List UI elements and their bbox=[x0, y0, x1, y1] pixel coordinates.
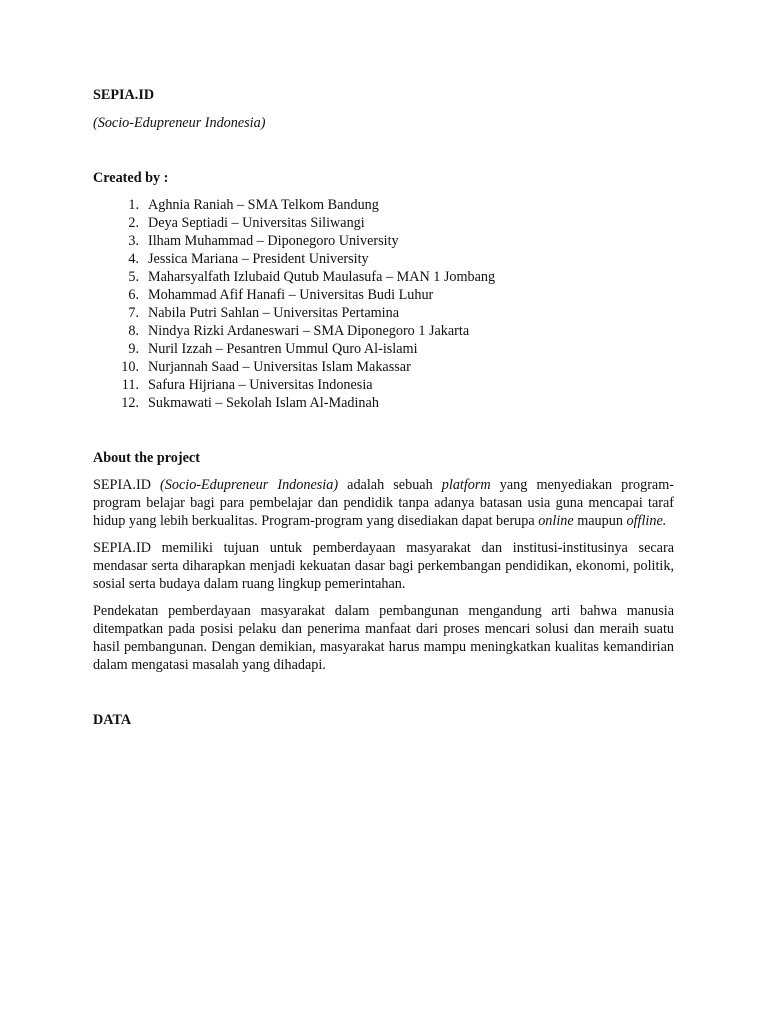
data-heading: DATA bbox=[93, 712, 132, 728]
list-item bbox=[93, 358, 674, 376]
list-number: 12. bbox=[121, 395, 139, 411]
list-text: Nabila Putri Sahlan – Universitas Pertamina bbox=[148, 305, 399, 321]
list-number: 2. bbox=[128, 215, 139, 231]
list-number: 1. bbox=[128, 197, 139, 213]
list-number: 7. bbox=[128, 305, 139, 321]
para1-italic-3: online bbox=[538, 513, 574, 529]
list-number: 4. bbox=[128, 251, 139, 267]
list-number: 11. bbox=[121, 377, 139, 393]
list-number: 5. bbox=[128, 269, 139, 285]
list-text: Nurjannah Saad – Universitas Islam Makassar bbox=[148, 359, 411, 375]
list-item bbox=[93, 304, 674, 322]
document-subtitle: (Socio-Edupreneur Indonesia) bbox=[93, 115, 266, 131]
para1-italic-2: platform bbox=[441, 477, 491, 493]
list-text: Nuril Izzah – Pesantren Ummul Quro Al-islami bbox=[148, 341, 418, 357]
list-number: 6. bbox=[128, 287, 139, 303]
list-text: Mohammad Afif Hanafi – Universitas Budi Luhur bbox=[148, 287, 434, 303]
para1-text-3: yang menyediakan program-program belajar bagi para pembelajar dan pendidik tanpa adanya batasan usia guna mencapai taraf hidup yang lebih berkualitas. Program-program yang disediakan dapat berupa bbox=[93, 477, 674, 529]
about-paragraph-1 bbox=[93, 476, 674, 530]
list-item bbox=[93, 196, 674, 214]
list-item bbox=[93, 322, 674, 340]
para1-text-4: maupun bbox=[573, 513, 627, 529]
list-text: Aghnia Raniah – SMA Telkom Bandung bbox=[148, 197, 379, 213]
list-text: Ilham Muhammad – Diponegoro University bbox=[148, 233, 399, 249]
para1-text-2: adalah sebuah bbox=[338, 477, 442, 493]
list-item bbox=[93, 214, 674, 232]
about-paragraph-3: Pendekatan pemberdayaan masyarakat dalam pembangunan mengandung arti bahwa manusia ditempatkan pada posisi pelaku dan penerima manfaat dari proses mencari solusi dan meraih suatu hasil pembangunan. Dengan demikian, masyarakat harus mampu meningkatkan kualitas kemandirian dalam mengatasi masalah yang dihadapi. bbox=[93, 603, 674, 673]
para1-italic-4: offline. bbox=[626, 513, 667, 529]
list-item bbox=[93, 340, 674, 358]
creators-list bbox=[93, 196, 674, 412]
list-text: Sukmawati – Sekolah Islam Al-Madinah bbox=[148, 395, 379, 411]
document-title: SEPIA.ID bbox=[93, 87, 155, 103]
list-text: Maharsyalfath Izlubaid Qutub Maulasufa – MAN 1 Jombang bbox=[148, 269, 496, 285]
list-item bbox=[93, 376, 674, 394]
list-number: 10. bbox=[121, 359, 139, 375]
about-heading: About the project bbox=[93, 450, 200, 466]
list-item bbox=[93, 232, 674, 250]
list-number: 9. bbox=[128, 341, 139, 357]
list-item bbox=[93, 250, 674, 268]
list-text: Jessica Mariana – President University bbox=[148, 251, 369, 267]
list-item bbox=[93, 286, 674, 304]
document-page bbox=[93, 86, 674, 729]
list-text: Deya Septiadi – Universitas Siliwangi bbox=[148, 215, 365, 231]
list-number: 8. bbox=[128, 323, 139, 339]
about-paragraph-2: SEPIA.ID memiliki tujuan untuk pemberdayaan masyarakat dan institusi-institusinya secara mendasar serta diharapkan menjadi kekuatan dasar bagi perkembangan pendidikan, ekonomi, politik, sosial serta budaya dalam ruang lingkup pemerintahan. bbox=[93, 540, 674, 592]
para1-text-1: SEPIA.ID bbox=[93, 477, 161, 493]
list-item bbox=[93, 394, 674, 412]
created-by-heading: Created by : bbox=[93, 170, 169, 186]
list-text: Safura Hijriana – Universitas Indonesia bbox=[148, 377, 373, 393]
list-item bbox=[93, 268, 674, 286]
para1-italic-1: (Socio-Edupreneur Indonesia) bbox=[160, 477, 339, 493]
list-number: 3. bbox=[128, 233, 139, 249]
list-text: Nindya Rizki Ardaneswari – SMA Diponegoro 1 Jakarta bbox=[148, 323, 470, 339]
